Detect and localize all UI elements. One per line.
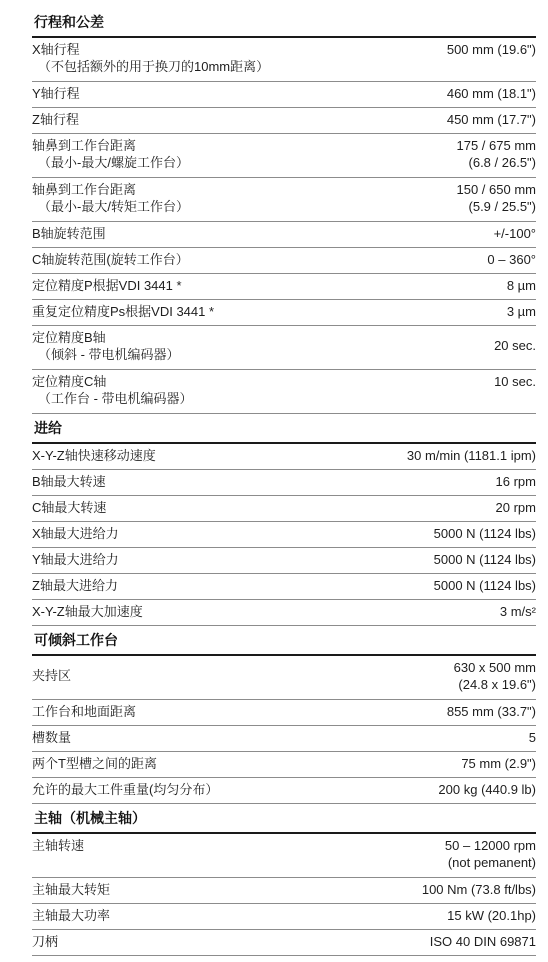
section-title: 主轴（机械主轴） bbox=[34, 811, 146, 827]
spec-label-note: （不包括额外的用于换刀的10mm距离） bbox=[38, 59, 270, 74]
spec-row bbox=[32, 274, 536, 300]
spec-value-text: 450 mm (17.7") bbox=[446, 112, 536, 127]
spec-value bbox=[454, 659, 536, 693]
spec-label bbox=[32, 85, 447, 102]
spec-value-text: 16 rpm bbox=[495, 474, 536, 489]
spec-value bbox=[447, 41, 536, 58]
spec-value bbox=[457, 181, 537, 215]
spec-label-note: （最小-最大/螺旋工作台） bbox=[38, 155, 189, 170]
spec-value-text: 5000 N (1124 lbs) bbox=[433, 578, 536, 593]
spec-label bbox=[32, 303, 507, 320]
spec-label bbox=[32, 329, 494, 363]
spec-label bbox=[32, 111, 447, 128]
spec-label-text: 轴鼻到工作台距离 bbox=[32, 138, 137, 153]
spec-value bbox=[494, 329, 536, 354]
spec-row bbox=[32, 726, 536, 752]
spec-label bbox=[32, 659, 454, 684]
spec-row bbox=[32, 930, 536, 956]
spec-value-text: +/-100° bbox=[493, 226, 536, 241]
spec-label bbox=[32, 703, 447, 720]
spec-label-text: Z轴最大进给力 bbox=[32, 578, 118, 593]
spec-label-text: 轴鼻到工作台距离 bbox=[32, 182, 137, 197]
spec-value-text: 50 – 12000 rpm bbox=[444, 838, 536, 853]
spec-label-text: 刀柄 bbox=[32, 934, 59, 949]
spec-label-text: Y轴最大进给力 bbox=[32, 552, 119, 567]
spec-label-text: Y轴行程 bbox=[32, 86, 80, 101]
spec-label bbox=[32, 907, 447, 924]
spec-value-text: 5000 N (1124 lbs) bbox=[433, 552, 536, 567]
spec-label-note: （倾斜 - 带电机编码器） bbox=[38, 347, 180, 362]
spec-label bbox=[32, 225, 494, 242]
spec-row bbox=[32, 778, 536, 804]
spec-label bbox=[32, 447, 407, 464]
spec-value bbox=[447, 85, 536, 102]
spec-label-text: C轴旋转范围(旋转工作台） bbox=[32, 252, 189, 267]
spec-value-text: 630 x 500 mm bbox=[453, 660, 536, 675]
spec-row bbox=[32, 108, 536, 134]
spec-label bbox=[32, 277, 507, 294]
spec-label-text: 工作台和地面距离 bbox=[32, 704, 137, 719]
spec-value-text: ISO 40 DIN 69871 bbox=[429, 934, 536, 949]
spec-row bbox=[32, 574, 536, 600]
spec-row bbox=[32, 178, 536, 222]
spec-value-text: 0 – 360° bbox=[487, 252, 536, 267]
spec-value-text: 100 Nm (73.8 ft/lbs) bbox=[421, 882, 536, 897]
spec-row bbox=[32, 522, 536, 548]
spec-value-text: 30 m/min (1181.1 ipm) bbox=[406, 448, 536, 463]
spec-label bbox=[32, 755, 461, 772]
spec-label bbox=[32, 577, 434, 594]
spec-row bbox=[32, 878, 536, 904]
spec-value bbox=[434, 551, 536, 568]
spec-label-text: X轴最大进给力 bbox=[32, 526, 119, 541]
spec-label-text: X轴行程 bbox=[32, 42, 80, 57]
spec-label-text: 重复定位精度Ps根据VDI 3441 * bbox=[32, 304, 215, 319]
spec-value bbox=[487, 251, 536, 268]
spec-value bbox=[461, 755, 536, 772]
spec-label-text: 定位精度B轴 bbox=[32, 330, 106, 345]
spec-sheet bbox=[32, 0, 548, 962]
spec-label-text: 主轴最大转矩 bbox=[32, 882, 111, 897]
spec-value bbox=[496, 473, 536, 490]
spec-value bbox=[447, 111, 536, 128]
spec-value-text: 3 µm bbox=[506, 304, 536, 319]
spec-value-text: 10 sec. bbox=[494, 374, 536, 389]
spec-label bbox=[32, 251, 487, 268]
spec-row bbox=[32, 300, 536, 326]
spec-value bbox=[507, 303, 536, 320]
spec-value-text: 200 kg (440.9 lb) bbox=[438, 782, 536, 797]
spec-value-text: 3 m/s² bbox=[499, 604, 536, 619]
spec-label-text: 槽数量 bbox=[32, 730, 72, 745]
spec-label bbox=[32, 525, 434, 542]
section-gap bbox=[32, 956, 548, 962]
spec-label bbox=[32, 499, 496, 516]
section-title: 行程和公差 bbox=[34, 15, 104, 31]
spec-value bbox=[438, 781, 536, 798]
spec-value-text: (5.9 / 25.5") bbox=[468, 199, 536, 214]
spec-label-text: 定位精度P根据VDI 3441 * bbox=[32, 278, 182, 293]
spec-value-text: 15 kW (20.1hp) bbox=[447, 908, 536, 923]
spec-row bbox=[32, 248, 536, 274]
spec-value-text: (not pemanent) bbox=[447, 855, 536, 870]
spec-row bbox=[32, 600, 536, 626]
spec-label-text: 主轴转速 bbox=[32, 838, 85, 853]
spec-label bbox=[32, 781, 438, 798]
spec-value-text: 75 mm (2.9") bbox=[461, 756, 536, 771]
spec-label-text: B轴最大转速 bbox=[32, 474, 106, 489]
spec-row bbox=[32, 656, 536, 700]
spec-value-text: (6.8 / 26.5") bbox=[468, 155, 536, 170]
spec-row bbox=[32, 548, 536, 574]
spec-row bbox=[32, 496, 536, 522]
spec-row bbox=[32, 470, 536, 496]
spec-label bbox=[32, 551, 434, 568]
spec-value bbox=[447, 703, 536, 720]
section-title: 可倾斜工作台 bbox=[34, 633, 118, 649]
spec-label-text: X-Y-Z轴最大加速度 bbox=[32, 604, 143, 619]
spec-row bbox=[32, 904, 536, 930]
spec-label-text: 允许的最大工件重量(均匀分布） bbox=[32, 782, 219, 797]
spec-label-text: 两个T型槽之间的距离 bbox=[32, 756, 157, 771]
spec-value bbox=[507, 277, 536, 294]
spec-value bbox=[430, 933, 536, 950]
spec-value-text: 460 mm (18.1") bbox=[446, 86, 536, 101]
spec-row bbox=[32, 38, 536, 82]
spec-label bbox=[32, 473, 496, 490]
spec-row bbox=[32, 82, 536, 108]
spec-row bbox=[32, 326, 536, 370]
spec-label-text: 夹持区 bbox=[32, 668, 72, 683]
spec-value bbox=[494, 225, 536, 242]
spec-label bbox=[32, 837, 445, 854]
spec-label-text: Z轴行程 bbox=[32, 112, 79, 127]
section-title: 进给 bbox=[34, 421, 62, 437]
spec-label-text: X-Y-Z轴快速移动速度 bbox=[32, 448, 156, 463]
spec-label bbox=[32, 137, 457, 171]
spec-value bbox=[445, 837, 536, 871]
spec-label bbox=[32, 729, 529, 746]
spec-label bbox=[32, 881, 422, 898]
spec-label-text: C轴最大转速 bbox=[32, 500, 107, 515]
spec-row bbox=[32, 700, 536, 726]
spec-value-text: 150 / 650 mm bbox=[456, 182, 536, 197]
spec-value-text: 500 mm (19.6") bbox=[446, 42, 536, 57]
spec-value-text: 175 / 675 mm bbox=[456, 138, 536, 153]
spec-value bbox=[434, 525, 536, 542]
spec-row bbox=[32, 222, 536, 248]
spec-value bbox=[500, 603, 536, 620]
spec-value bbox=[407, 447, 536, 464]
spec-row bbox=[32, 370, 536, 414]
spec-value-text: 5000 N (1124 lbs) bbox=[433, 526, 536, 541]
spec-label bbox=[32, 373, 494, 407]
spec-label bbox=[32, 41, 447, 75]
spec-label-note: （工作台 - 带电机编码器） bbox=[38, 391, 193, 406]
spec-value-text: (24.8 x 19.6") bbox=[458, 677, 536, 692]
spec-value-text: 8 µm bbox=[506, 278, 536, 293]
spec-row bbox=[32, 134, 536, 178]
spec-label-text: 主轴最大功率 bbox=[32, 908, 111, 923]
spec-label-text: 定位精度C轴 bbox=[32, 374, 107, 389]
spec-value bbox=[529, 729, 536, 746]
spec-value bbox=[447, 907, 536, 924]
spec-value-text: 20 sec. bbox=[494, 338, 536, 353]
spec-label bbox=[32, 603, 500, 620]
spec-label-text: B轴旋转范围 bbox=[32, 226, 106, 241]
spec-row bbox=[32, 444, 536, 470]
spec-value bbox=[434, 577, 536, 594]
spec-row bbox=[32, 752, 536, 778]
spec-label bbox=[32, 933, 430, 950]
spec-value bbox=[494, 373, 536, 390]
spec-label-note: （最小-最大/转矩工作台） bbox=[38, 199, 189, 214]
spec-value bbox=[496, 499, 536, 516]
spec-value-text: 20 rpm bbox=[495, 500, 536, 515]
spec-value bbox=[422, 881, 536, 898]
spec-row bbox=[32, 834, 536, 878]
spec-value-text: 855 mm (33.7") bbox=[446, 704, 536, 719]
spec-value bbox=[457, 137, 537, 171]
spec-label bbox=[32, 181, 457, 215]
spec-value-text: 5 bbox=[528, 730, 536, 745]
